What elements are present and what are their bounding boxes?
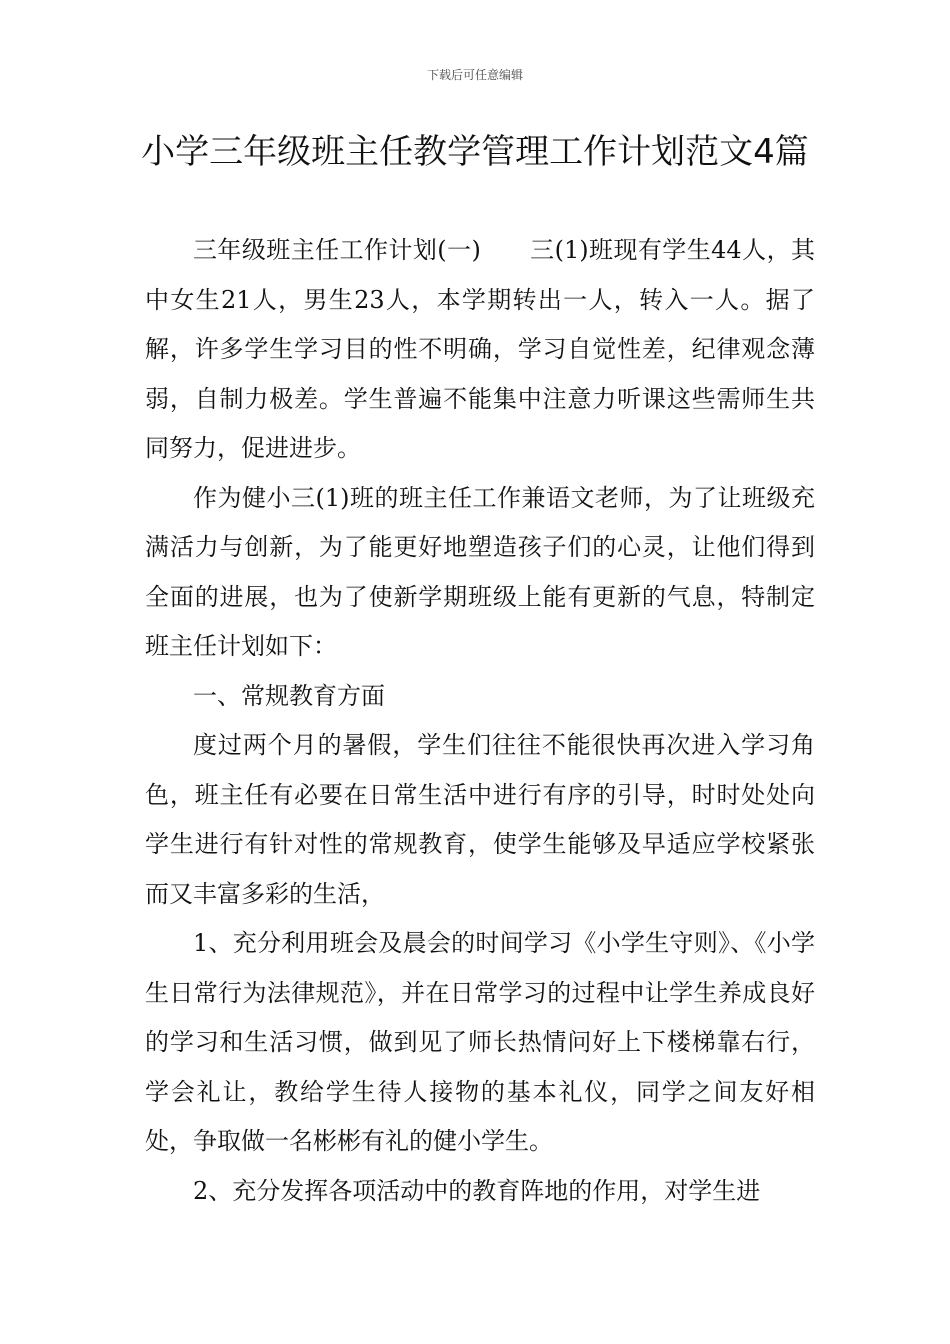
header-note: 下载后可任意编辑 — [426, 68, 523, 82]
paragraph: 三年级班主任工作计划(一) 三(1)班现有学生44人，其中女生21人，男生23人，本学期转出一人，转入一人。据了解，许多学生学习目的性不明确，学习自觉性差，纪律观念薄弱，自制力极差。学生普遍不能集中注意力听课这些需师生共同努力，促进进步。 — [145, 236, 815, 462]
document-body — [145, 226, 815, 1216]
list-item: 1、充分利用班会及晨会的时间学习《小学生守则》、《小学生日常行为法律规范》，并在日常学习的过程中让学生养成良好的学习和生活习惯，做到见了师长热情问好上下楼梯靠右行，学会礼让，教给学生待人接物的基本礼仪，同学之间友好相处，争取做一名彬彬有礼的健小学生。 — [145, 929, 815, 1155]
list-item: 2、充分发挥各项活动中的教育阵地的作用，对学生进 — [193, 1176, 761, 1205]
section-heading: 一、常规教育方面 — [193, 681, 385, 710]
paragraph: 作为健小三(1)班的班主任工作兼语文老师，为了让班级充满活力与创新，为了能更好地塑造孩子们的心灵，让他们得到全面的进展，也为了使新学期班级上能有更新的气息，特制定班主任计划如下： — [145, 483, 815, 660]
page-title: 小学三年级班主任教学管理工作计划范文4篇 — [141, 132, 809, 172]
paragraph: 度过两个月的暑假，学生们往往不能很快再次进入学习角色，班主任有必要在日常生活中进行有序的引导，时时处处向学生进行有针对性的常规教育，使学生能够及早适应学校紧张而又丰富多彩的生活， — [145, 731, 815, 908]
